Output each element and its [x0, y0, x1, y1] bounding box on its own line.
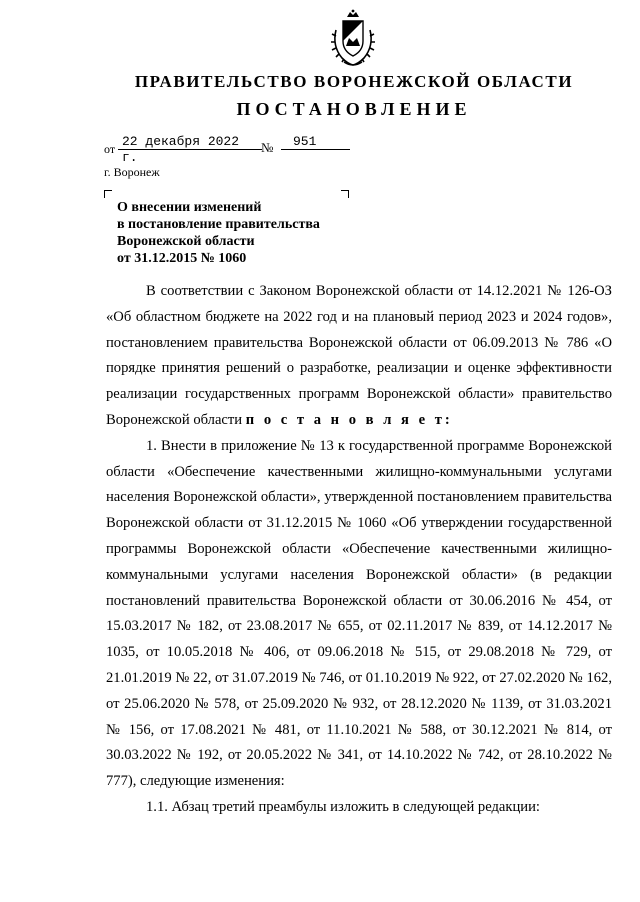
subject-line: О внесении изменений — [117, 200, 262, 215]
document-type: ПОСТАНОВЛЕНИЕ — [236, 99, 472, 119]
document-date: 22 декабря 2022 г. — [118, 134, 262, 150]
document-body — [106, 279, 612, 821]
date-prefix: от — [104, 142, 116, 156]
voronezh-coat-of-arms-icon — [322, 8, 384, 70]
document-number: 951 — [281, 134, 350, 150]
subject-bracket-right — [341, 190, 349, 198]
subject-line: от 31.12.2015 № 1060 — [117, 251, 247, 266]
government-title: ПРАВИТЕЛЬСТВО ВОРОНЕЖСКОЙ ОБЛАСТИ — [134, 72, 574, 91]
date-number-line — [104, 134, 354, 165]
subject-line: в постановление правительства — [117, 217, 320, 232]
subject-bracket-left — [104, 190, 112, 198]
decree-word: п о с т а н о в л я е т: — [245, 411, 453, 428]
item-1-paragraph: 1. Внести в приложение № 13 к государственной программе Воронежской области «Обеспечение качественными жилищно-коммунальными услугами населения Воронежской области», утвержденной постановлением правительства Воронежской области от 31.12.2015 № 1060 «Об утверждении государственной программы Воронежской области «Обеспечение качественными жилищно-коммунальными услугами населения Воронежской области» (в редакции постановлений правительства Воронежской области от 30.06.2016 № 454, от 15.03.2017 № 182, от 23.08.2017 № 655, от 02.11.2017 № 839, от 14.12.2017 № 1035, от 10.05.2018 № 406, от 09.06.2018 № 515, от 29.08.2018 № 729, от 21.01.2019 № 22, от 31.07.2019 № 746, от 01.10.2019 № 922, от 27.02.2020 № 162, от 25.06.2020 № 578, от 25.09.2020 № 932, от 28.12.2020 № 1139, от 31.03.2021 № 156, от 17.08.2021 № 481, от 11.10.2021 № 588, от 30.12.2021 № 814, от 30.03.2022 № 192, от 20.05.2022 № 341, от 14.10.2022 № 742, от 28.10.2022 № 777), следующие изменения: — [106, 437, 612, 790]
item-1-1-paragraph: 1.1. Абзац третий преамбулы изложить в следующей редакции: — [146, 798, 540, 815]
city: г. Воронеж — [104, 165, 160, 179]
preamble-paragraph — [106, 279, 612, 434]
subject-block — [117, 199, 320, 267]
preamble-text: В соответствии с Законом Воронежской области от 14.12.2021 № 126-ОЗ «Об областном бюджете на 2022 год и на плановый период 2023 и 2024 годов», постановлением правительства Воронежской области от 06.09.2013 № 786 «О порядке принятия решений о разработке, реализации и оценке эффективности реализации государственных программ Воронежской области» правительство Воронежской области — [106, 283, 612, 428]
subject-line: Воронежской области — [117, 234, 255, 249]
number-prefix: № — [261, 140, 274, 155]
